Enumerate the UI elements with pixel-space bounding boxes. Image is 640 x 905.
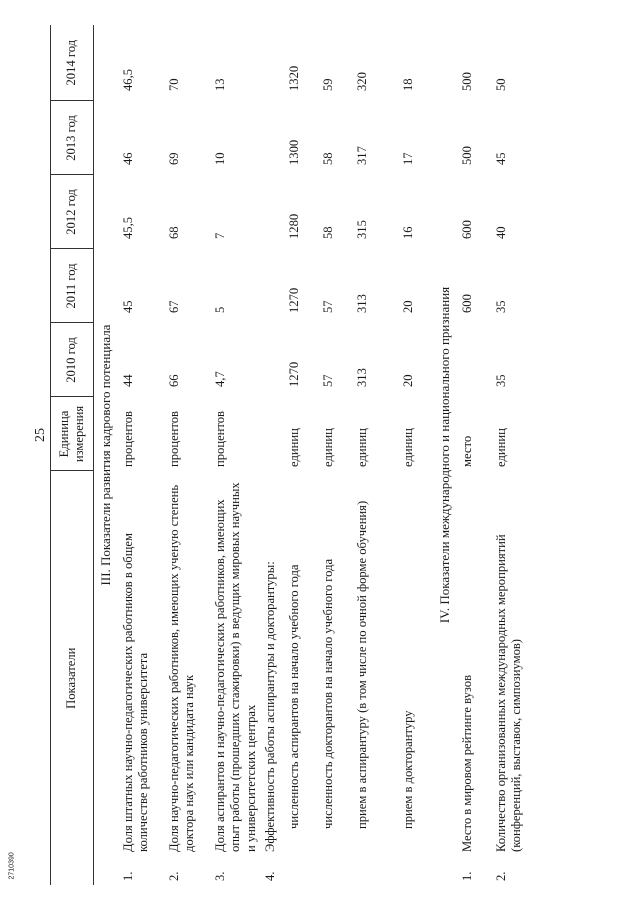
value-2014: 320: [354, 72, 369, 91]
row-indicator: численность аспирантов на начало учебного года: [286, 564, 301, 829]
value-2011: 313: [354, 294, 369, 313]
table-row: [261, 25, 285, 885]
rotated-table-area: [30, 25, 615, 885]
row-number: 1.: [459, 871, 474, 881]
row-indicator: Доля штатных научно-педагогических работников в общем количестве работников университета: [120, 533, 151, 852]
value-2013: 1300: [286, 139, 301, 165]
value-2012: 7: [212, 232, 227, 239]
section-title: IV. Показатели международного и национального признания: [436, 286, 452, 624]
header-year-2012: 2012 год: [51, 175, 94, 249]
value-2010: 44: [120, 374, 135, 387]
value-2011: 1270: [286, 287, 301, 313]
row-indicator: Доля научно-педагогических работников, имеющих ученую степень доктора наук или кандидата наук: [166, 484, 197, 852]
value-2010: 1270: [286, 361, 301, 387]
value-2012: 315: [354, 220, 369, 239]
value-2011: 600: [459, 294, 474, 313]
row-unit: процентов: [120, 411, 135, 467]
row-unit: единиц: [286, 428, 301, 467]
value-2011: 57: [320, 300, 335, 313]
indicators-table: [50, 25, 538, 885]
row-indicator: прием в аспирантуру (в том числе по очной форме обучения): [354, 500, 369, 829]
value-2012: 600: [459, 220, 474, 239]
header-year-2014: 2014 год: [51, 25, 94, 101]
value-2013: 317: [354, 146, 369, 165]
value-2013: 46: [120, 152, 135, 165]
value-2013: 69: [166, 152, 181, 165]
row-indicator: численность докторантов на начало учебного года: [320, 558, 335, 829]
value-2012: 40: [493, 226, 508, 239]
row-unit: единиц: [493, 428, 508, 467]
value-2014: 59: [320, 78, 335, 91]
value-2014: 46,5: [120, 68, 135, 91]
header-unit: Единица измерения: [51, 397, 94, 471]
table-row: [492, 25, 538, 885]
section-heading: [433, 25, 458, 885]
value-2012: 68: [166, 226, 181, 239]
value-2012: 45,5: [120, 216, 135, 239]
row-number: 3.: [212, 871, 227, 881]
section-heading: [94, 25, 119, 885]
value-2013: 17: [400, 152, 415, 165]
value-2011: 67: [166, 300, 181, 313]
value-2012: 1280: [286, 213, 301, 239]
value-2014: 18: [400, 78, 415, 91]
row-number: 2.: [493, 871, 508, 881]
row-unit: процентов: [166, 411, 181, 467]
table-row: [165, 25, 211, 885]
value-2012: 16: [400, 226, 415, 239]
value-2014: 70: [166, 78, 181, 91]
row-number: 2.: [166, 871, 181, 881]
value-2011: 20: [400, 300, 415, 313]
value-2011: 45: [120, 300, 135, 313]
value-2011: 35: [493, 300, 508, 313]
value-2012: 58: [320, 226, 335, 239]
value-2013: 45: [493, 152, 508, 165]
value-2014: 13: [212, 78, 227, 91]
table-row: [399, 25, 433, 885]
header-year-2010: 2010 год: [51, 323, 94, 397]
header-year-2013: 2013 год: [51, 101, 94, 175]
row-indicator: прием в докторантуру: [400, 710, 415, 829]
document-code-text: 2710390: [8, 852, 16, 880]
value-2014: 50: [493, 78, 508, 91]
value-2013: 500: [459, 146, 474, 165]
row-number: 4.: [262, 871, 277, 881]
row-number: 1.: [120, 871, 135, 881]
row-indicator: Доля аспирантов и научно-педагогических работников, имеющих опыт работы (прошедших стажировки) в ведущих мировых научных и университетских центрах: [212, 482, 258, 852]
header-year-2011: 2011 год: [51, 249, 94, 323]
page-number: 25: [33, 428, 48, 442]
row-unit: единиц: [320, 428, 335, 467]
value-2010: 4,7: [212, 371, 227, 387]
section-title: III. Показатели развития кадрового потенциала: [98, 324, 113, 586]
value-2010: 20: [400, 374, 415, 387]
row-indicator: Место в мировом рейтинге вузов: [459, 674, 474, 852]
value-2010: 313: [354, 368, 369, 387]
table-row: [319, 25, 353, 885]
table-row: [119, 25, 165, 885]
value-2010: [458, 323, 492, 397]
table-header-row: [51, 25, 94, 885]
header-indicators: Показатели: [51, 471, 94, 885]
value-2010: 66: [166, 374, 181, 387]
value-2013: 58: [320, 152, 335, 165]
row-indicator: Эффективность работы аспирантуры и докторантуры:: [262, 561, 277, 852]
table-row: [353, 25, 399, 885]
table-row: [285, 25, 319, 885]
document-code: [6, 826, 18, 882]
value-2014: 500: [459, 72, 474, 91]
value-2011: 5: [212, 306, 227, 313]
row-unit: место: [459, 435, 474, 467]
row-unit: единиц: [400, 428, 415, 467]
value-2010: 57: [320, 374, 335, 387]
value-2014: 1320: [286, 65, 301, 91]
row-unit: единиц: [354, 428, 369, 467]
row-indicator: Количество организованных международных мероприятий (конференций, выставок, симпозиумов): [493, 534, 524, 852]
table-row: [458, 25, 492, 885]
table-row: [211, 25, 261, 885]
value-2013: 10: [212, 152, 227, 165]
value-2010: 35: [493, 374, 508, 387]
row-unit: процентов: [212, 411, 227, 467]
